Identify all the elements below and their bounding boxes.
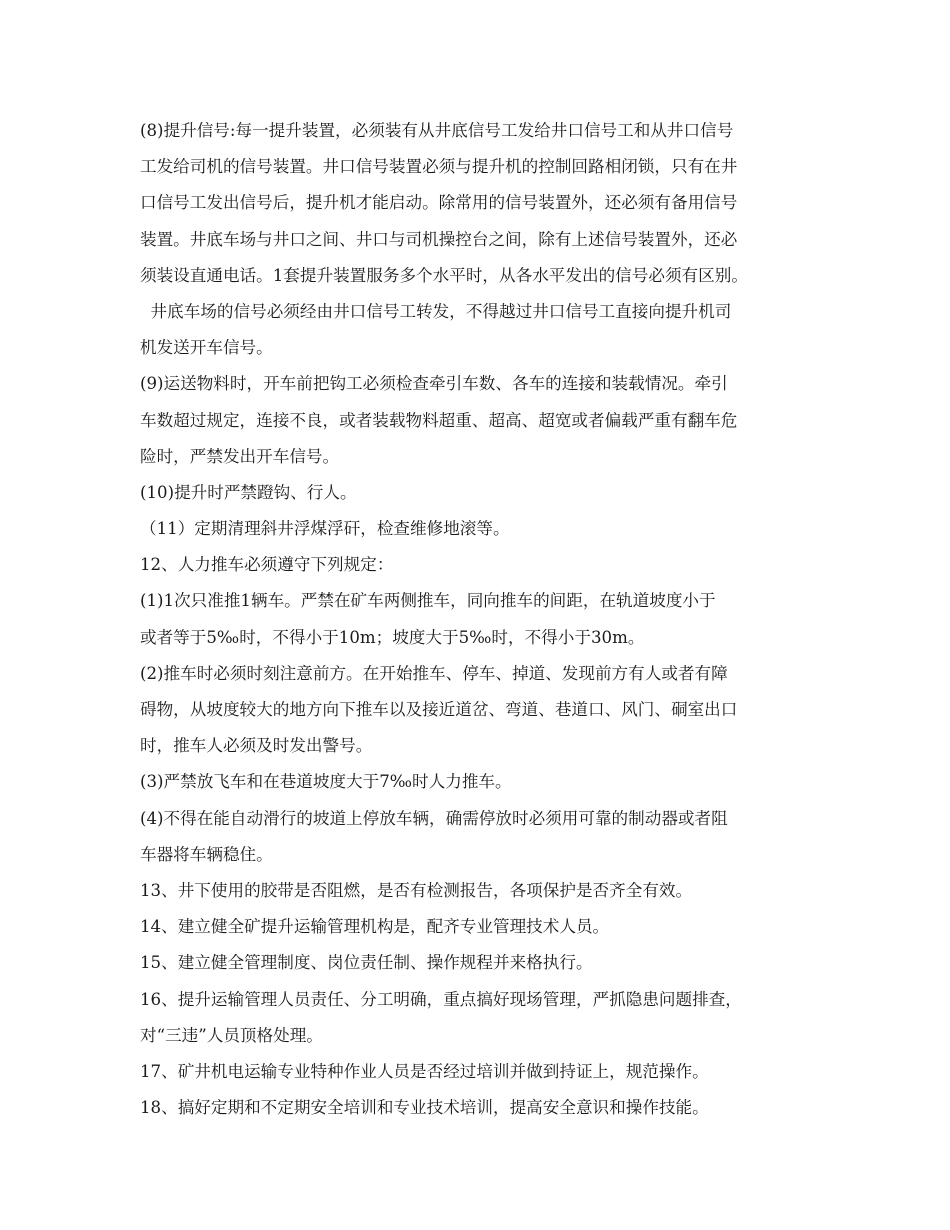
text-line: (1)1次只准推1辆车。严禁在矿车两侧推车，同向推车的间距，在轨道坡度小于 bbox=[140, 591, 716, 611]
text-line: 对“三违”人员顶格处理。 bbox=[140, 1025, 323, 1045]
text-line: (3)严禁放飞车和在巷道坡度大于7‰时人力推车。 bbox=[140, 772, 512, 792]
text-line: 口信号工发出信号后，提升机才能启动。除常用的信号装置外，还必须有备用信号 bbox=[140, 193, 738, 213]
text-line: 或者等于5‰时，不得小于10m；坡度大于5‰时，不得小于30m。 bbox=[140, 627, 645, 647]
text-line: 险时，严禁发出开车信号。 bbox=[140, 446, 340, 466]
text-line: (10)提升时严禁蹬钩、行人。 bbox=[140, 482, 357, 502]
text-line: 车数超过规定，连接不良，或者装载物料超重、超高、超宽或者偏载严重有翻车危 bbox=[140, 410, 738, 430]
text-line: 装置。井底车场与井口之间、井口与司机操控台之间，除有上述信号装置外，还必 bbox=[140, 229, 738, 249]
text-line: 碍物，从坡度较大的地方向下推车以及接近道岔、弯道、巷道口、风门、硐室出口 bbox=[140, 700, 738, 719]
text-line: 15、建立健全管理制度、岗位责任制、操作规程并来格执行。 bbox=[140, 953, 593, 973]
text-line: (9)运送物料时，开车前把钩工必须检查牵引车数、各车的连接和装载情况。牵引 bbox=[140, 374, 728, 394]
document-body bbox=[140, 113, 820, 1126]
text-line: 17、矿井机电运输专业特种作业人员是否经过培训并做到持证上，规范操作。 bbox=[140, 1061, 709, 1081]
text-line: (8)提升信号:每一提升装置，必须装有从井底信号工发给井口信号工和从井口信号 bbox=[140, 121, 734, 140]
text-line: 须装设直通电话。1套提升装置服务多个水平时，从各水平发出的信号必须有区别。 bbox=[140, 265, 748, 285]
text-line: 机发送开车信号。 bbox=[140, 338, 273, 358]
text-line: (4)不得在能自动滑行的坡道上停放车辆，确需停放时必须用可靠的制动器或者阻 bbox=[140, 808, 728, 828]
text-line: 12、人力推车必须遵守下列规定： bbox=[140, 555, 394, 575]
text-line: （11）定期清理斜井浮煤浮矸，检查维修地滚等。 bbox=[140, 519, 510, 539]
text-line: 16、提升运输管理人员责任、分工明确，重点搞好现场管理，严抓隐患问题排查， bbox=[140, 989, 742, 1009]
text-line: 13、井下使用的胶带是否阻燃，是否有检测报告，各项保护是否齐全有效。 bbox=[140, 880, 693, 900]
text-line: 井底车场的信号必须经由井口信号工转发，不得越过井口信号工直接向提升机司 bbox=[140, 301, 732, 321]
text-line: 车器将车辆稳住。 bbox=[140, 844, 273, 864]
text-line: 14、建立健全矿提升运输管理机构是，配齐专业管理技术人员。 bbox=[140, 917, 610, 937]
text-line: 工发给司机的信号装置。井口信号装置必须与提升机的控制回路相闭锁，只有在井 bbox=[140, 157, 738, 177]
text-line: 时，推车人必须及时发出警号。 bbox=[140, 736, 373, 756]
text-line: 18、搞好定期和不定期安全培训和专业技术培训，提高安全意识和操作技能。 bbox=[140, 1098, 709, 1118]
text-line: (2)推车时必须时刻注意前方。在开始推车、停车、掉道、发现前方有人或者有障 bbox=[140, 663, 728, 683]
